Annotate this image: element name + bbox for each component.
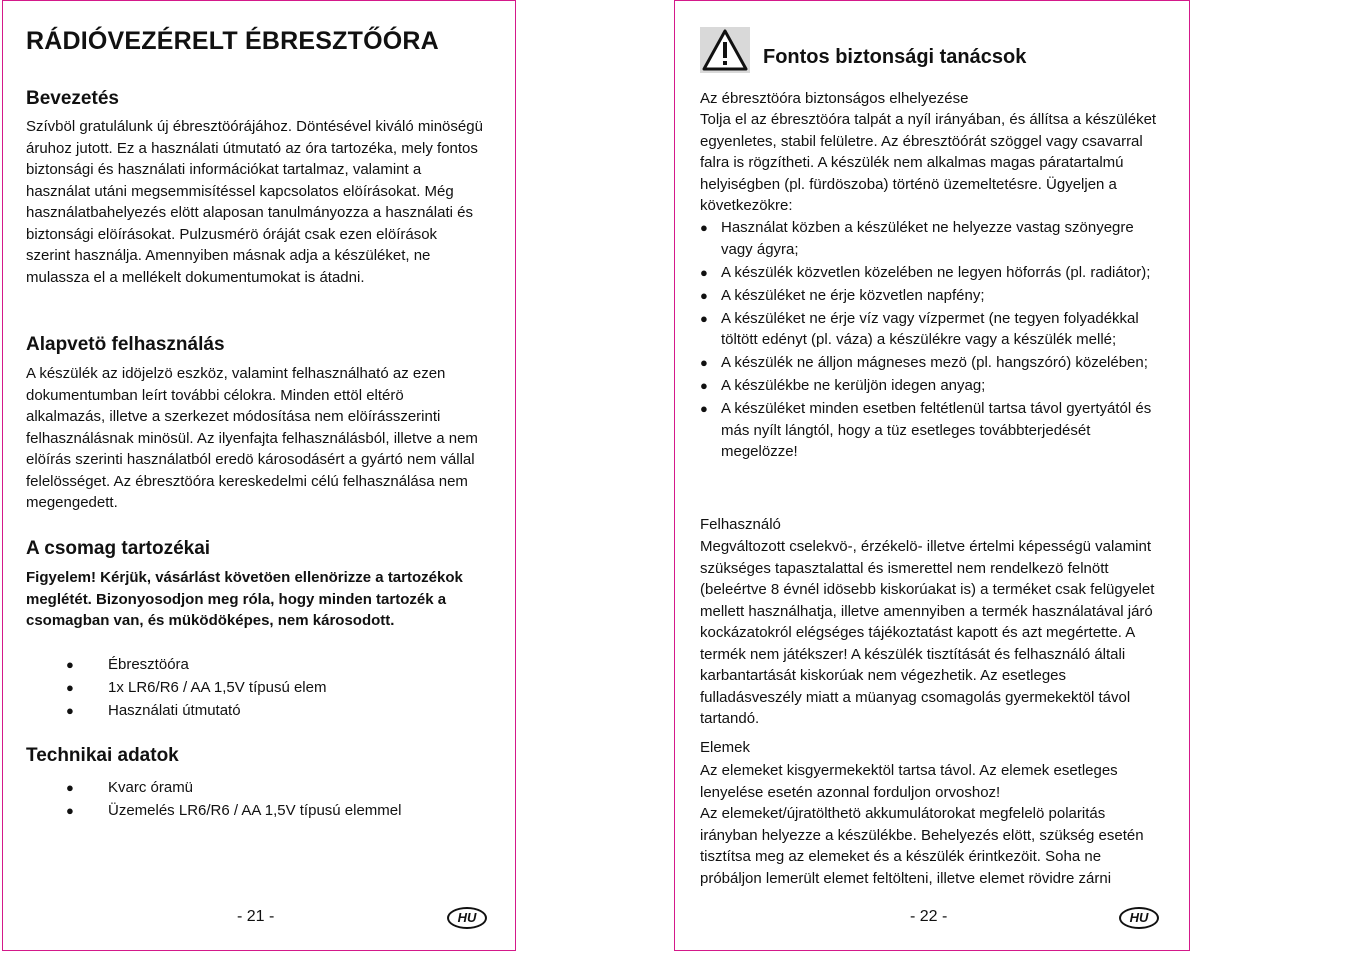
placement-list xyxy=(700,217,1165,464)
package-list xyxy=(26,653,487,722)
batteries-text-1: Az elemeket kisgyermekektöl tartsa távol. Az elemek esetleges lenyelése esetén azonnal forduljon orvoshoz! xyxy=(700,762,1118,801)
page-number: - 21 - xyxy=(237,908,275,925)
bullet-icon: ● xyxy=(700,287,708,303)
bullet-icon: ● xyxy=(66,780,74,795)
bullet-icon: ● xyxy=(700,401,708,416)
user-subheading: Felhasználó xyxy=(700,516,781,533)
safety-title: Fontos biztonsági tanácsok xyxy=(763,46,1027,68)
usage-heading: Alapvetö felhasználás xyxy=(26,334,225,355)
bullet-icon: ● xyxy=(66,657,74,672)
bullet-icon: ● xyxy=(66,703,74,718)
left-page xyxy=(2,0,516,951)
right-page xyxy=(674,0,1190,951)
list-item: ● A készüléket ne érje közvetlen napfény; xyxy=(700,285,1165,307)
bullet-icon: ● xyxy=(700,355,708,370)
tech-heading: Technikai adatok xyxy=(26,745,179,766)
list-item: ● Használati útmutató xyxy=(26,699,487,722)
list-item: ● 1x LR6/R6 / AA 1,5V típusú elem xyxy=(26,676,487,699)
batteries-text-2: Az elemeket/újratölthetö akkumulátorokat megfelelö polaritás irányban helyezze a készülékbe. Behelyezés elött, szükség esetén tisztítsa meg az elemeket és a készülék érintkezöit. Soha ne próbáljon lemerült elemet feltölteni, illetve elemet rövidre zárni xyxy=(700,805,1144,887)
list-item: ● Üzemelés LR6/R6 / AA 1,5V típusú elemmel xyxy=(26,799,487,822)
package-heading: A csomag tartozékai xyxy=(26,538,211,559)
list-item: ● A készüléket ne érje víz vagy vízpermet (ne tegyen folyadékkal töltött edényt (pl. váza) a készülékre vagy a készülék mellé; xyxy=(700,309,1139,348)
list-item: ● A készülékbe ne kerüljön idegen anyag; xyxy=(700,375,1165,397)
bullet-icon: ● xyxy=(700,264,708,280)
page-title: RÁDIÓVEZÉRELT ÉBRESZTŐÓRA xyxy=(26,27,439,55)
user-text: Megváltozott cselekvö-, érzékelö- illetve értelmi képességü valamint szükséges tapasztalattal és ismerettel nem rendelkezö felnött (beleértve 8 évnél idösebb kiskorúakat is) a terméket csak felügyelet mellett használhatja, illetve amennyiben a termék használatával járó kockázatokról elégséges tájékoztatást kapott és azt megértette. A termék nem játékszer! A készülék tisztítását és felhasználó általi karbantartását kiskorúak nem végezhetik. Az esetleges fulladásveszély miatt a müanyag csomagolás gyermekektöl távol tartandó. xyxy=(700,538,1155,727)
warning-triangle-icon xyxy=(700,27,750,73)
placement-subheading: Az ébresztöóra biztonságos elhelyezése xyxy=(700,90,969,107)
placement-text: Tolja el az ébresztöóra talpát a nyíl irányában, és állítsa a készüléket egyenletes, stabil felületre. Az ébresztöórát szöggel vagy csavarral falra is rögzítheti. A készülék nem alkalmas magas páratartalmú helyiségben (pl. fürdöszoba) történö üzemeltetésre. Ügyeljen a következökre: xyxy=(700,111,1157,214)
list-item: ● Ébresztöóra xyxy=(26,653,487,676)
intro-text: Szívböl gratulálunk új ébresztöórájához. Döntésével kiváló minöségü áruhoz jutott. Ez a használati útmutató az óra tartozéka, mely fontos biztonsági és használati információkat tartalmaz, valamint a használat utáni megsemmisítéssel kapcsolatos elöírásokat. Még használatbahelyezés elött alaposan tanulmányozza a használati és biztonsági elöírásokat. Pulzusmérö óráját csak ezen elöírások szerint használja. Amennyiben másnak adja a készüléket, ne mulassza el a mellékelt dokumentumokat is átadni. xyxy=(26,118,483,286)
list-item: ● A készülék ne álljon mágneses mezö (pl. hangszóró) közelében; xyxy=(700,352,1165,374)
list-item: ● A készüléket minden esetben feltétlenül tartsa távol gyertyától és más nyílt lángtól, hogy a tüz esetleges továbbterjedését megelözze! xyxy=(700,400,1152,460)
batteries-subheading: Elemek xyxy=(700,739,751,756)
list-item: ● Kvarc óramü xyxy=(26,776,487,799)
usage-text: A készülék az idöjelzö eszköz, valamint felhasználható az ezen dokumentumban leírt további célokra. Minden ettöl eltérö alkalmazás, illetve a szerkezet módosítása nem elöírásszerinti felhasználásnak minösül. Az ilyenfajta felhasználásból, illetve a nem elöírás szerinti használatból eredö károsodásért a gyártó nem vállal felelösséget. Az ébresztöóra kereskedelmi célú felhasználása nem megengedett. xyxy=(26,365,478,511)
package-warning: Figyelem! Kérjük, vásárlást követöen ellenörizze a tartozékok meglétét. Bizonyosodjon meg róla, hogy minden tartozék a csomagban van, és müködöképes, nem károsodott. xyxy=(26,569,463,629)
list-item: ● A készülék közvetlen közelében ne legyen höforrás (pl. radiátor); xyxy=(700,262,1165,284)
bullet-icon: ● xyxy=(700,378,708,393)
bullet-icon: ● xyxy=(66,680,74,695)
tech-list xyxy=(26,776,487,822)
list-item: ● Használat közben a készüléket ne helyezze vastag szönyegre vagy ágyra; xyxy=(700,219,1134,258)
bullet-icon: ● xyxy=(700,220,708,235)
page-number: - 22 - xyxy=(910,908,948,925)
language-badge: HU xyxy=(1119,907,1159,929)
bullet-icon: ● xyxy=(66,803,74,818)
intro-heading: Bevezetés xyxy=(26,88,119,109)
bullet-icon: ● xyxy=(700,310,708,326)
language-badge: HU xyxy=(447,907,487,929)
